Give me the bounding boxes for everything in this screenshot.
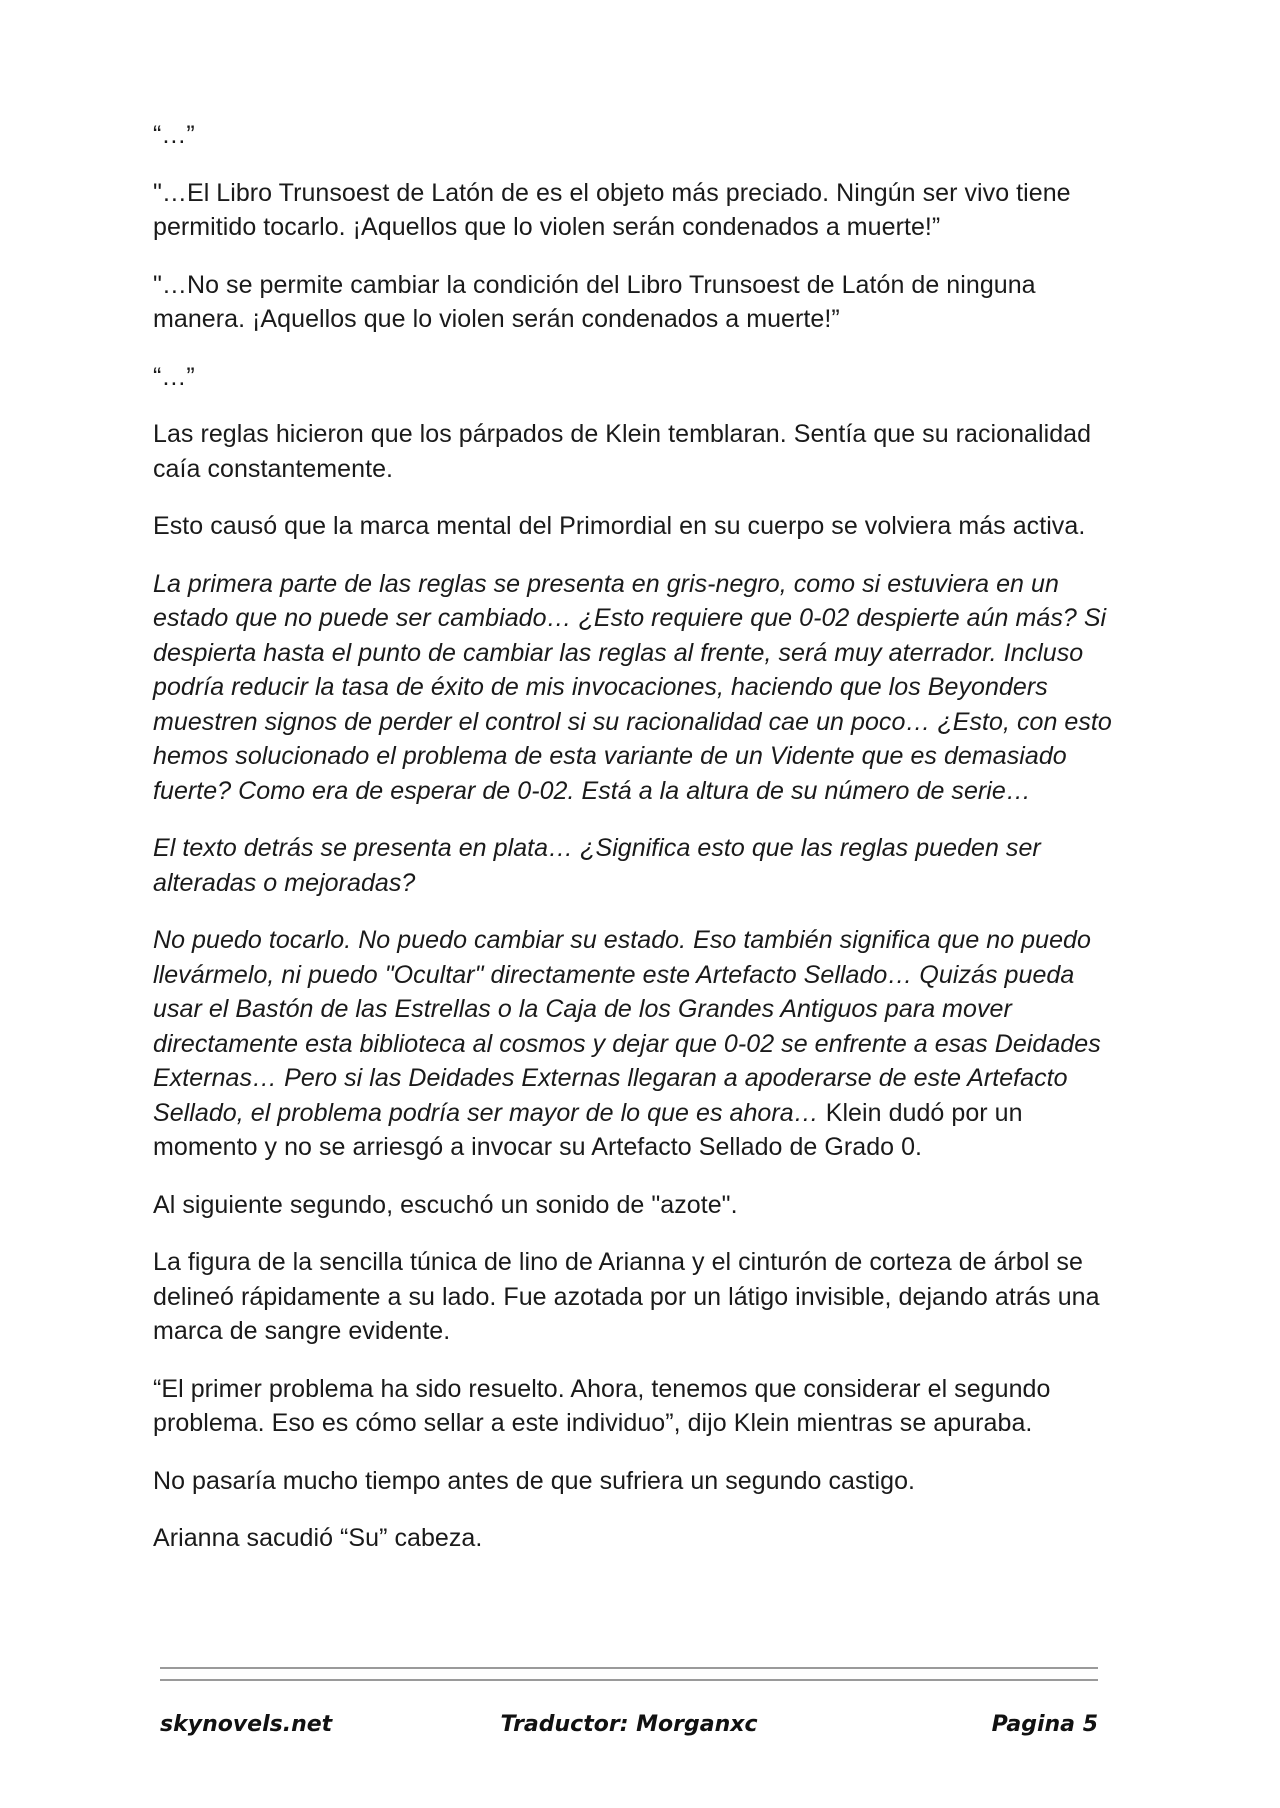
paragraph: La figura de la sencilla túnica de lino de Arianna y el cinturón de corteza de árbol se delineó rápidamente a su lado. Fue azotada por un látigo invisible, dejando atrás una marca de sangre evidente. <box>153 1248 1100 1345</box>
footer-translator: Traductor: Morganxc <box>500 1712 758 1737</box>
paragraph: “…” <box>153 362 195 391</box>
paragraph: Arianna sacudió “Su” cabeza. <box>153 1524 483 1552</box>
document-body <box>153 118 1113 1579</box>
paragraph: "…No se permite cambiar la condición del Libro Trunsoest de Latón de ninguna manera. ¡Aquellos que lo violen serán condenados a muerte!” <box>153 270 1036 333</box>
footer-divider-top <box>160 1667 1098 1669</box>
mixed-paragraph <box>153 923 1113 1165</box>
italic-paragraph: El texto detrás se presenta en plata… ¿Significa esto que las reglas pueden ser alteradas o mejoradas? <box>153 834 1041 897</box>
paragraph: “El primer problema ha sido resuelto. Ahora, tenemos que considerar el segundo problema. Eso es cómo sellar a este individuo”, dijo Klein mientras se apuraba. <box>153 1374 1051 1437</box>
paragraph: Esto causó que la marca mental del Primordial en su cuerpo se volviera más activa. <box>153 512 1086 540</box>
paragraph: "…El Libro Trunsoest de Latón de es el objeto más preciado. Ningún ser vivo tiene permitido tocarlo. ¡Aquellos que lo violen serán condenados a muerte!” <box>153 178 1071 241</box>
footer-page-number: Pagina 5 <box>991 1712 1098 1737</box>
page-footer <box>160 1712 1098 1742</box>
paragraph: Al siguiente segundo, escuchó un sonido de "azote". <box>153 1190 738 1219</box>
narration-text: Klein dudó por un momento y no se arriesgó a invocar su Artefacto Sellado de Grado 0. <box>153 1098 1023 1161</box>
italic-thought-text: No puedo tocarlo. No puedo cambiar su estado. Eso también significa que no puedo llevármelo, ni puedo "Ocultar" directamente este Artefacto Sellado… Quizás pueda usar el Bastón de las Estrellas o la Caja de los Grandes Antiguos para mover directamente esta biblioteca al cosmos y dejar que 0-02 se enfrente a esas Deidades Externas… Pero si las Deidades Externas llegaran a apoderarse de este Artefacto Sellado, el problema podría ser mayor de lo que es ahora… <box>153 926 1101 1127</box>
footer-site: skynovels.net <box>160 1712 333 1737</box>
paragraph: Las reglas hicieron que los párpados de Klein temblaran. Sentía que su racionalidad caía constantemente. <box>153 420 1092 483</box>
paragraph: “…” <box>153 121 195 149</box>
italic-paragraph: La primera parte de las reglas se presenta en gris-negro, como si estuviera en un estado que no puede ser cambiado… ¿Esto requiere que 0-02 despierte aún más? Si despierta hasta el punto de cambiar las reglas al frente, será muy aterrador. Incluso podría reducir la tasa de éxito de mis invocaciones, haciendo que los Beyonders muestren signos de perder el control si su racionalidad cae un poco… ¿Esto, con esto hemos solucionado el problema de esta variante de un Vidente que es demasiado fuerte? Como era de esperar de 0-02. Está a la altura de su número de serie… <box>153 569 1112 805</box>
paragraph: No pasaría mucho tiempo antes de que sufriera un segundo castigo. <box>153 1466 916 1495</box>
footer-divider-bottom <box>160 1679 1098 1681</box>
